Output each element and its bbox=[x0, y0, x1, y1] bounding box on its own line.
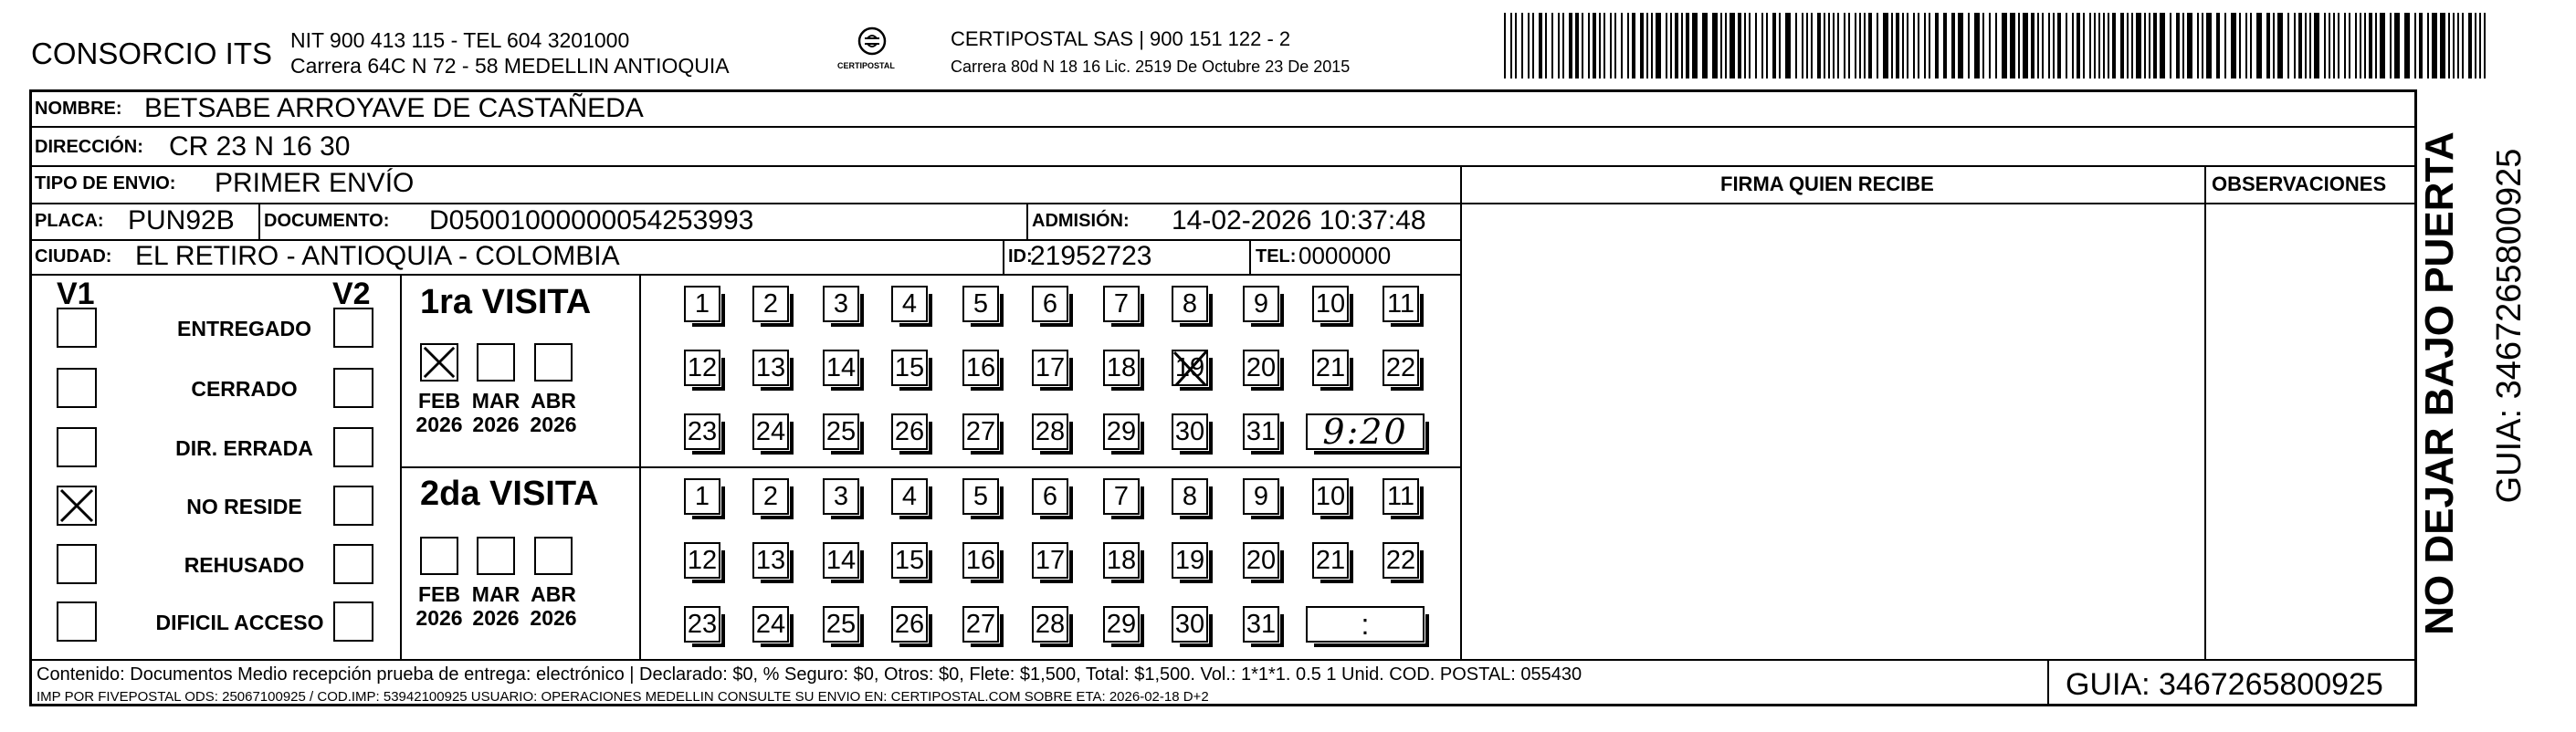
visit1-day-cell[interactable]: 22 bbox=[1383, 350, 1419, 386]
city-label: CIUDAD: bbox=[35, 246, 112, 267]
visit1-day-cell[interactable]: 20 bbox=[1243, 350, 1279, 386]
visit2-day-cell[interactable]: 21 bbox=[1312, 542, 1349, 579]
visit2-month-label: MAR bbox=[471, 582, 520, 606]
visit2-day-cell[interactable]: 4 bbox=[891, 478, 928, 515]
visit1-month-checkbox[interactable] bbox=[477, 343, 515, 382]
visit1-day-cell[interactable]: 29 bbox=[1103, 413, 1140, 450]
visit2-day-cell[interactable]: 14 bbox=[823, 542, 859, 579]
signature-header: FIRMA QUIEN RECIBE bbox=[1720, 173, 1934, 195]
visit1-day-cell[interactable]: 26 bbox=[891, 413, 928, 450]
visit2-day-cell[interactable]: 2 bbox=[752, 478, 789, 515]
x-mark-icon bbox=[422, 345, 457, 380]
visit1-day-cell[interactable]: 30 bbox=[1172, 413, 1208, 450]
status-v1-checkbox[interactable] bbox=[57, 544, 97, 584]
visit2-month-checkbox[interactable] bbox=[420, 537, 458, 575]
visit1-day-cell[interactable]: 28 bbox=[1032, 413, 1068, 450]
visit2-day-cell[interactable]: 12 bbox=[684, 542, 720, 579]
visit2-day-cell[interactable]: 31 bbox=[1243, 606, 1279, 643]
city-value: EL RETIRO - ANTIOQUIA - COLOMBIA bbox=[135, 241, 620, 271]
visit1-time-box[interactable]: 9:20 bbox=[1306, 413, 1425, 450]
visit2-month-label: FEB bbox=[418, 582, 460, 606]
visit2-day-cell[interactable]: 5 bbox=[962, 478, 999, 515]
status-v2-checkbox[interactable] bbox=[333, 544, 373, 584]
visit1-day-cell[interactable]: 7 bbox=[1103, 286, 1140, 322]
visit1-day-cell[interactable]: 18 bbox=[1103, 350, 1140, 386]
visit2-day-cell[interactable]: 28 bbox=[1032, 606, 1068, 643]
status-label: DIFICIL ACCESO bbox=[155, 611, 324, 634]
footer-content: Contenido: Documentos Medio recepción prueba de entrega: electrónico | Declarado: $0, % Seguro: $0, Otros: $0, Flete: $1,500, Total: $1,500. Vol.: 1*1*1. 0.5 1 Unid. COD. POSTAL: 055430 bbox=[37, 664, 1582, 685]
visit1-day-cell[interactable]: 4 bbox=[891, 286, 928, 322]
visit1-day-cell[interactable]: 9 bbox=[1243, 286, 1279, 322]
visit1-month-label: MAR bbox=[471, 389, 520, 413]
visit2-day-cell[interactable]: 10 bbox=[1312, 478, 1349, 515]
status-label: DIR. ERRADA bbox=[175, 436, 313, 460]
side-guide-number: GUIA: 3467265800925 bbox=[2490, 148, 2529, 504]
visit1-day-cell[interactable]: 11 bbox=[1383, 286, 1419, 322]
status-label: REHUSADO bbox=[184, 553, 305, 577]
visit2-day-cell[interactable]: 19 bbox=[1172, 542, 1208, 579]
document-label: DOCUMENTO: bbox=[264, 211, 390, 231]
visit1-year-label: 2026 bbox=[415, 413, 463, 436]
company-address: Carrera 64C N 72 - 58 MEDELLIN ANTIOQUIA bbox=[290, 54, 730, 78]
no-dejar-warning: NO DEJAR BAJO PUERTA bbox=[2417, 131, 2462, 635]
observations-header: OBSERVACIONES bbox=[2212, 173, 2387, 195]
visit1-day-cell[interactable]: 19 bbox=[1172, 350, 1208, 386]
visit1-year-label: 2026 bbox=[472, 413, 520, 436]
visit2-day-cell[interactable]: 15 bbox=[891, 542, 928, 579]
visit1-day-cell[interactable]: 12 bbox=[684, 350, 720, 386]
visit2-day-cell[interactable]: 30 bbox=[1172, 606, 1208, 643]
footer-guide-number: GUIA: 3467265800925 bbox=[2066, 667, 2383, 702]
status-v2-checkbox[interactable] bbox=[333, 308, 373, 348]
status-v1-checkbox[interactable] bbox=[57, 427, 97, 467]
visit1-year-label: 2026 bbox=[530, 413, 577, 436]
status-v1-checkbox[interactable] bbox=[57, 308, 97, 348]
visit1-title: 1ra VISITA bbox=[420, 283, 592, 321]
visit1-day-cell[interactable]: 31 bbox=[1243, 413, 1279, 450]
visit1-day-cell[interactable]: 13 bbox=[752, 350, 789, 386]
visit2-day-cell[interactable]: 16 bbox=[962, 542, 999, 579]
visit1-day-cell[interactable]: 10 bbox=[1312, 286, 1349, 322]
x-mark-icon bbox=[58, 487, 95, 524]
barcode bbox=[1504, 13, 2490, 78]
visit2-day-cell[interactable]: 29 bbox=[1103, 606, 1140, 643]
visit2-day-cell[interactable]: 17 bbox=[1032, 542, 1068, 579]
status-v2-checkbox[interactable] bbox=[333, 486, 373, 526]
visit1-day-cell[interactable]: 25 bbox=[823, 413, 859, 450]
carrier-name: CERTIPOSTAL SAS | 900 151 122 - 2 bbox=[951, 27, 1291, 50]
visit1-month-checkbox[interactable] bbox=[420, 343, 458, 382]
visit2-time-box[interactable]: : bbox=[1306, 606, 1425, 643]
visit1-day-cell[interactable]: 23 bbox=[684, 413, 720, 450]
certipostal-logo-icon bbox=[857, 26, 888, 57]
company-nit: NIT 900 413 115 - TEL 604 3201000 bbox=[290, 28, 630, 52]
status-v1-checkbox[interactable] bbox=[57, 368, 97, 408]
visit1-day-cell[interactable]: 1 bbox=[684, 286, 720, 322]
address-label: DIRECCIÓN: bbox=[35, 137, 143, 157]
v2-header: V2 bbox=[332, 277, 371, 311]
recipient-address: CR 23 N 16 30 bbox=[169, 131, 351, 162]
name-label: NOMBRE: bbox=[35, 99, 122, 119]
visit2-year-label: 2026 bbox=[472, 606, 520, 630]
visit1-month-label: ABR bbox=[531, 389, 576, 413]
visit1-day-cell[interactable]: 6 bbox=[1032, 286, 1068, 322]
v1-header: V1 bbox=[57, 277, 95, 311]
document-value: D05001000000054253993 bbox=[429, 205, 754, 235]
status-label: NO RESIDE bbox=[186, 495, 302, 518]
visit2-day-cell[interactable]: 23 bbox=[684, 606, 720, 643]
visit2-year-label: 2026 bbox=[415, 606, 463, 630]
plate-value: PUN92B bbox=[128, 205, 235, 235]
visit2-day-cell[interactable]: 13 bbox=[752, 542, 789, 579]
visit2-month-label: ABR bbox=[531, 582, 576, 606]
visit2-day-cell[interactable]: 8 bbox=[1172, 478, 1208, 515]
logo-caption: CERTIPOSTAL bbox=[837, 61, 895, 70]
visit2-day-cell[interactable]: 1 bbox=[684, 478, 720, 515]
visit2-month-checkbox[interactable] bbox=[477, 537, 515, 575]
visit1-day-cell[interactable]: 8 bbox=[1172, 286, 1208, 322]
plate-label: PLACA: bbox=[35, 211, 104, 231]
visit1-day-cell[interactable]: 3 bbox=[823, 286, 859, 322]
admission-value: 14-02-2026 10:37:48 bbox=[1172, 205, 1426, 235]
visit1-day-cell[interactable]: 17 bbox=[1032, 350, 1068, 386]
visit2-day-cell[interactable]: 20 bbox=[1243, 542, 1279, 579]
id-value: 21952723 bbox=[1030, 241, 1152, 271]
tel-label: TEL: bbox=[1256, 246, 1297, 267]
visit2-day-cell[interactable]: 24 bbox=[752, 606, 789, 643]
visit1-day-cell[interactable]: 5 bbox=[962, 286, 999, 322]
status-v2-checkbox[interactable] bbox=[333, 427, 373, 467]
status-v2-checkbox[interactable] bbox=[333, 368, 373, 408]
company-name: CONSORCIO ITS bbox=[31, 37, 273, 70]
visit1-day-cell[interactable]: 2 bbox=[752, 286, 789, 322]
visit1-day-cell[interactable]: 21 bbox=[1312, 350, 1349, 386]
status-v2-checkbox[interactable] bbox=[333, 601, 373, 642]
visit2-day-cell[interactable]: 22 bbox=[1383, 542, 1419, 579]
visit1-month-checkbox[interactable] bbox=[534, 343, 573, 382]
visit2-day-cell[interactable]: 11 bbox=[1383, 478, 1419, 515]
status-v1-checkbox[interactable] bbox=[57, 601, 97, 642]
visit2-day-cell[interactable]: 9 bbox=[1243, 478, 1279, 515]
visit2-day-cell[interactable]: 7 bbox=[1103, 478, 1140, 515]
visit1-day-cell[interactable]: 24 bbox=[752, 413, 789, 450]
visit2-year-label: 2026 bbox=[530, 606, 577, 630]
visit2-day-cell[interactable]: 27 bbox=[962, 606, 999, 643]
status-label: ENTREGADO bbox=[177, 317, 311, 340]
id-label: ID: bbox=[1008, 246, 1033, 267]
carrier-address: Carrera 80d N 18 16 Lic. 2519 De Octubre 23 De 2015 bbox=[951, 58, 1351, 76]
tel-value: 0000000 bbox=[1299, 242, 1392, 269]
footer-print-info: IMP POR FIVEPOSTAL ODS: 25067100925 / COD.IMP: 53942100925 USUARIO: OPERACIONES MEDELLIN CONSULTE SU ENVIO EN: CERTIPOSTAL.COM SOBRE ETA: 2026-02-18 D+2 bbox=[37, 689, 1209, 705]
visit2-day-cell[interactable]: 26 bbox=[891, 606, 928, 643]
recipient-name: BETSABE ARROYAVE DE CASTAÑEDA bbox=[144, 93, 644, 123]
visit1-day-cell[interactable]: 16 bbox=[962, 350, 999, 386]
status-v1-checkbox[interactable] bbox=[57, 486, 97, 526]
visit1-day-cell[interactable]: 15 bbox=[891, 350, 928, 386]
shipment-type: PRIMER ENVÍO bbox=[215, 168, 415, 198]
status-label: CERRADO bbox=[191, 377, 298, 401]
type-label: TIPO DE ENVIO: bbox=[35, 173, 176, 193]
visit2-title: 2da VISITA bbox=[420, 475, 599, 513]
visit1-day-cell[interactable]: 27 bbox=[962, 413, 999, 450]
visit2-day-cell[interactable]: 6 bbox=[1032, 478, 1068, 515]
visit1-month-label: FEB bbox=[418, 389, 460, 413]
admission-label: ADMISIÓN: bbox=[1032, 211, 1130, 231]
handwritten-x-icon bbox=[1171, 349, 1211, 389]
visit1-day-cell[interactable]: 14 bbox=[823, 350, 859, 386]
visit2-month-checkbox[interactable] bbox=[534, 537, 573, 575]
side-text bbox=[2417, 89, 2529, 706]
visit2-day-cell[interactable]: 18 bbox=[1103, 542, 1140, 579]
visit2-day-cell[interactable]: 3 bbox=[823, 478, 859, 515]
visit2-day-cell[interactable]: 25 bbox=[823, 606, 859, 643]
